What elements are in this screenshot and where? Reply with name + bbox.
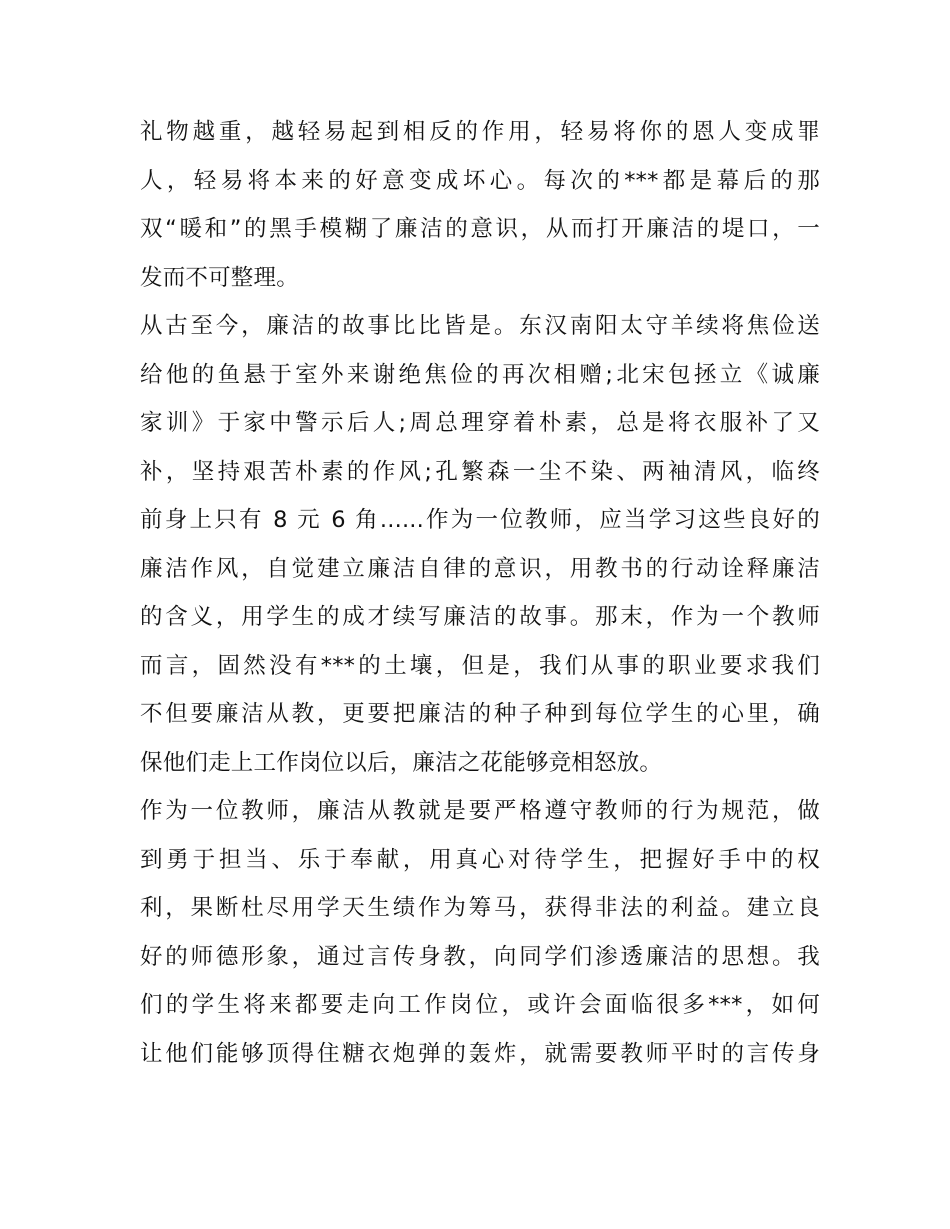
text-line-3: 双“暖和”的黑手模糊了廉洁的意识，从而打开廉洁的堤口，一 [140, 216, 820, 242]
text-line-1: 礼物越重，越轻易起到相反的作用，轻易将你的恩人变成罪 [140, 119, 820, 145]
text-line-13: 不但要廉洁从教，更要把廉洁的种子种到每位学生的心里，确 [140, 701, 820, 727]
text-line-12: 而言，固然没有***的土壤，但是，我们从事的职业要求我们 [140, 652, 820, 679]
text-line-9: 前身上只有 8 元 6 角......作为一位教师，应当学习这些良好的 [140, 507, 820, 533]
text-line-6: 给他的鱼悬于室外来谢绝焦俭的再次相赠;北宋包拯立《诚廉 [140, 361, 820, 388]
text-line-5: 从古至今，廉洁的故事比比皆是。东汉南阳太守羊续将焦俭送 [140, 313, 820, 339]
text-line-10: 廉洁作风，自觉建立廉洁自律的意识，用教书的行动诠释廉洁 [140, 555, 820, 582]
text-line-15: 作为一位教师，廉洁从教就是要严格遵守教师的行为规范，做 [140, 798, 820, 824]
text-line-19: 们的学生将来都要走向工作岗位，或许会面临很多***，如何 [140, 992, 820, 1018]
text-line-8: 补，坚持艰苦朴素的作风;孔繁森一尘不染、两袖清风，临终 [140, 458, 820, 485]
text-line-16: 到勇于担当、乐于奉献，用真心对待学生，把握好手中的权 [140, 846, 820, 873]
body-text [140, 108, 820, 1078]
text-line-2: 人，轻易将本来的好意变成坏心。每次的***都是幕后的那 [140, 167, 820, 194]
text-line-18: 好的师德形象，通过言传身教，向同学们渗透廉洁的思想。我 [140, 943, 820, 970]
text-line-17: 利，果断杜尽用学天生绩作为筹马，获得非法的利益。建立良 [140, 895, 820, 921]
text-line-7: 家训》于家中警示后人;周总理穿着朴素，总是将衣服补了又 [140, 410, 820, 436]
text-line-4: 发而不可整理。 [140, 264, 299, 291]
text-line-20: 让他们能够顶得住糖衣炮弹的轰炸，就需要教师平时的言传身 [140, 1040, 820, 1067]
text-line-14: 保他们走上工作岗位以后，廉洁之花能够竞相怒放。 [140, 749, 663, 776]
text-line-11: 的含义，用学生的成才续写廉洁的故事。那末，作为一个教师 [140, 604, 820, 630]
